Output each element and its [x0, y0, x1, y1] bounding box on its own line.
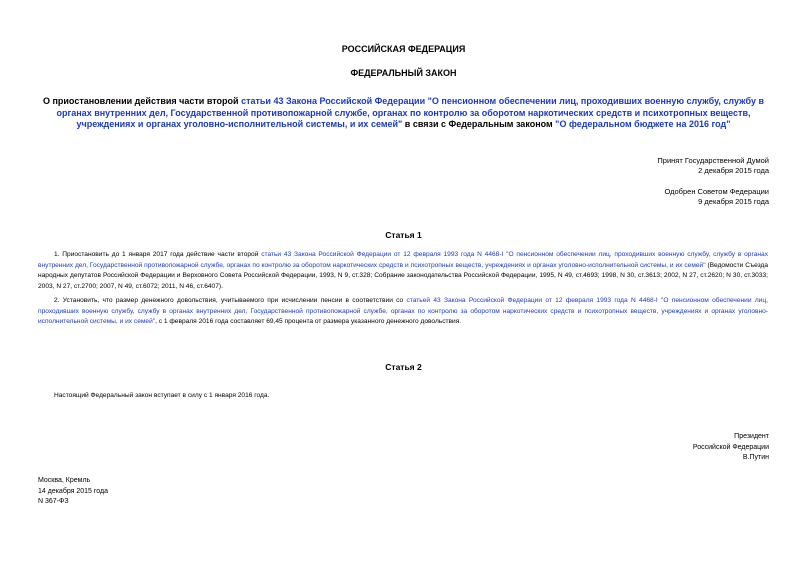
president-signature — [569, 432, 769, 464]
law-title-link-budget-law[interactable]: "О федеральном бюджете на 2016 год" — [555, 119, 731, 129]
article-1-p1-suffix: (Ведомости Съезда народных депутатов Российской Федерации и Верховного Совета Российской Федерации, 1993, N 9, ст.328; Собрание законодательства Российской Федерации, 1995, N 49, ст.4693; 1998, N 30, ст.3613; 2002, N 27, ст.2620; N 30, ст.3033; 2003, N 27, ст.2700; 2007, N 49, ст.6072; 2011, N 46, ст.6407). — [38, 261, 768, 291]
article-1-p1-prefix: 1. Приостановить до 1 января 2017 года действие части второй — [54, 251, 262, 258]
signature-title: Президент — [734, 433, 769, 440]
law-number: N 367-ФЗ — [38, 498, 69, 505]
approved-date: 9 декабря 2015 года — [698, 197, 769, 206]
article-1-p1-link[interactable]: статьи 43 Закона Российской Федерации от 12 февраля 1993 года N 4468-I "О пенсионном обеспечении лиц, проходивших военную службу, службу в органах внутренних дел, Государственной противопожарной службе, органах по контролю за оборотом наркотических средств и психотропных веществ, учреждениях и органах уголовно-исполнительной системы, и их семей" — [38, 251, 768, 269]
adopted-line: Принят Государственной Думой — [657, 156, 769, 165]
country-heading: РОССИЙСКАЯ ФЕДЕРАЦИЯ — [341, 44, 466, 54]
article-2-heading: Статья 2 — [385, 362, 422, 372]
article-1-p2-link[interactable]: статьей 43 Закона Российской Федерации от 12 февраля 1993 года N 4468-I "О пенсионном обеспечении лиц, проходивших военную службу, службу в органах внутренних дел, Государственной противопожарной службе, органах по контролю за оборотом наркотических средств и психотропных веществ, учреждениях и органах уголовно-исполнительной системы, и их семей" — [38, 297, 768, 326]
approved-line: Одобрен Советом Федерации — [664, 187, 769, 196]
article-1-paragraph-1 — [38, 250, 768, 293]
article-1-heading: Статья 1 — [385, 230, 422, 240]
law-title-middle: в связи с Федеральным законом — [402, 119, 556, 129]
adopted-by-duma — [549, 156, 769, 176]
signing-date: 14 декабря 2015 года — [38, 487, 109, 495]
law-title — [36, 96, 771, 131]
law-title-link-article-43[interactable]: статьи 43 Закона Российской Федерации "О пенсионном обеспечении лиц, проходивших военную службу, службу в органах внутренних дел, Государственной противопожарной службе, органах по контролю за оборотом наркотических средств и психотропных веществ, учреждениях и органах уголовно-исполнительной системы, и их семей" — [56, 96, 765, 129]
law-title-prefix: О приостановлении действия части второй — [42, 96, 242, 106]
signature-name: В.Путин — [742, 454, 769, 461]
signature-country: Российской Федерации — [692, 443, 769, 451]
document-type-heading: ФЕДЕРАЛЬНЫЙ ЗАКОН — [350, 68, 457, 78]
article-1-p2-suffix: , с 1 февраля 2016 года составляет 69,45 процента от размера указанного денежного довольствия. — [155, 318, 462, 326]
adopted-date: 2 декабря 2015 года — [698, 166, 769, 175]
place-and-date — [38, 476, 238, 508]
article-2-paragraph-1: Настоящий Федеральный закон вступает в силу с 1 января 2016 года. — [54, 392, 270, 399]
signing-place: Москва, Кремль — [38, 477, 91, 484]
approved-by-council — [549, 187, 769, 207]
article-1-p2-prefix: 2. Установить, что размер денежного довольствия, учитываемого при исчислении пенсии в соответствии со — [54, 297, 407, 304]
article-1-paragraph-2 — [38, 296, 768, 328]
